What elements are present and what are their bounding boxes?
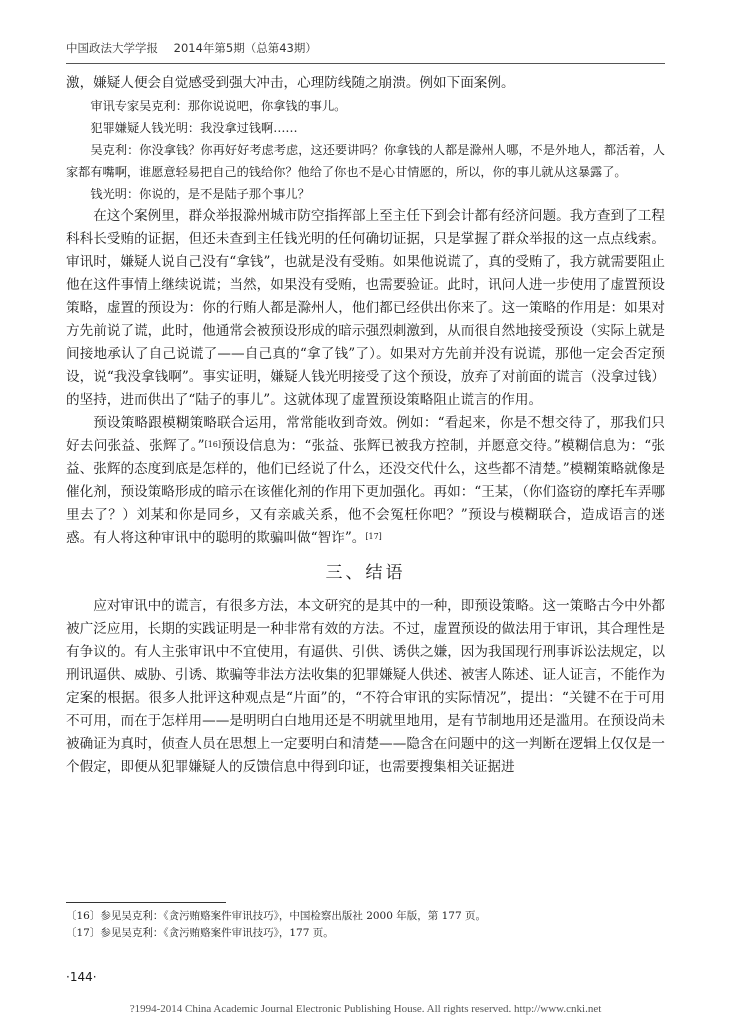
section-heading: 三、结语 [325, 563, 406, 583]
case-line: 钱光明：你说的，是不是陆子那个事儿？ [90, 187, 310, 201]
footnote-17: 〔17〕参见吴克利：《贪污贿赂案件审讯技巧》，177 页。 [66, 927, 334, 939]
case-example [66, 95, 665, 205]
footnotes [66, 908, 665, 942]
footnote-16: 〔16〕参见吴克利：《贪污贿赂案件审讯技巧》，中国检察出版社 2000 年版，第 177 页。 [66, 910, 486, 922]
running-header [66, 40, 665, 56]
copyright-notice: ?1994-2014 China Academic Journal Electronic Publishing House. All rights reserved. http://www.cnki.net [129, 1003, 602, 1015]
footnote-ref-17[interactable]: [17] [365, 532, 382, 541]
footnote-divider [66, 902, 226, 903]
article-body [66, 72, 665, 779]
conclusion-paragraph: 应对审讯中的谎言，有很多方法，本文研究的是其中的一种，即预设策略。这一策略古今中外都被广泛应用，长期的实践证明是一种非常有效的方法。不过，虚置预设的做法用于审讯，其合理性是有争议的。有人主张审讯中不宜使用，有逼供、引供、诱供之嫌，因为我国现行刑事诉讼法规定，以刑讯逼供、威胁、引诱、欺骗等非法方法收集的犯罪嫌疑人供述、被害人陈述、证人证言，不能作为定案的根据。很多人批评这种观点是“片面”的，“不符合审讯的实际情况”，提出：“关键不在于可用不可用，而在于怎样用——是明明白白地用还是不明就里地用，是有节制地用还是滥用。在预设尚未被确证为真时，侦查人员在思想上一定要明白和清楚——隐含在问题中的这一判断在逻辑上仅仅是一个假定，即便从犯罪嫌疑人的反馈信息中得到印证，也需要搜集相关证据进 [66, 598, 665, 775]
case-line: 犯罪嫌疑人钱光明：我没拿过钱啊…… [90, 121, 298, 135]
footnote-ref-16[interactable]: [16] [204, 440, 222, 449]
paragraph-text: 预设信息为：“张益、张辉已被我方控制，并愿意交待。”模糊信息为：“张益、张辉的态度到底是怎样的，他们已经说了什么，还没交代什么，这些都不清楚。”模糊策略就像是催化剂，预设策略形成的暗示在该催化剂的作用下更加强化。再如：“王某，（你们盗窃的摩托车弄哪里去了？）刘某和你是同乡，又有亲戚关系，他不会冤枉你吧？”预设与模糊联合，造成语言的迷惑。有人将这种审讯中的聪明的欺骗叫做“智诈”。 [66, 438, 665, 546]
page-number: ·144· [66, 970, 97, 984]
issue-info: 2014年第5期（总第43期） [173, 41, 317, 55]
header-divider [66, 63, 665, 64]
case-line: 审讯专家吴克利：那你说说吧，你拿钱的事儿。 [90, 99, 347, 113]
combined-strategy-paragraph [66, 412, 665, 550]
case-line: 吴克利：你没拿钱？你再好好考虑考虑，这还要讲吗？你拿钱的人都是滁州人哪，不是外地人，都活着，人家都有嘴啊，谁愿意轻易把自己的钱给你？他给了你也不是心甘情愿的，所以，你的事儿就从这暴露了。 [66, 143, 665, 179]
analysis-paragraph: 在这个案例里，群众举报滁州城市防空指挥部上至主任下到会计都有经济问题。我方查到了工程科科长受贿的证据，但还未查到主任钱光明的任何确切证据，只是掌握了群众举报的这一点点线索。审讯时，嫌疑人说自己没有“拿钱”，也就是没有受贿。如果他说谎了，真的受贿了，我方就需要阻止他在这件事情上继续说谎；当然，如果没有受贿，也需要验证。此时，讯问人进一步使用了虚置预设策略，虚置的预设为：你的行贿人都是滁州人，他们都已经供出你来了。这一策略的作用是：如果对方先前说了谎，此时，他通常会被预设形成的暗示强烈刺激到，从而很自然地接受预设（实际上就是间接地承认了自己说谎了——自己真的“拿了钱”了）。如果对方先前并没有说谎，那他一定会否定预设，说“我没拿钱啊”。事实证明，嫌疑人钱光明接受了这个预设，放弃了对前面的谎言（没拿过钱）的坚持，进而供出了“陆子的事儿”。这就体现了虚置预设策略阻止谎言的作用。 [66, 208, 665, 408]
paragraph-text: 预设策略跟模糊策略联合运用，常常能收到奇效。例如：“看起来，你是不想交待了，那我们只好去问张益、张辉了。” [66, 415, 665, 454]
journal-name: 中国政法大学学报 [66, 41, 158, 55]
intro-line: 激，嫌疑人便会自觉感受到强大冲击，心理防线随之崩溃。例如下面案例。 [66, 75, 515, 91]
